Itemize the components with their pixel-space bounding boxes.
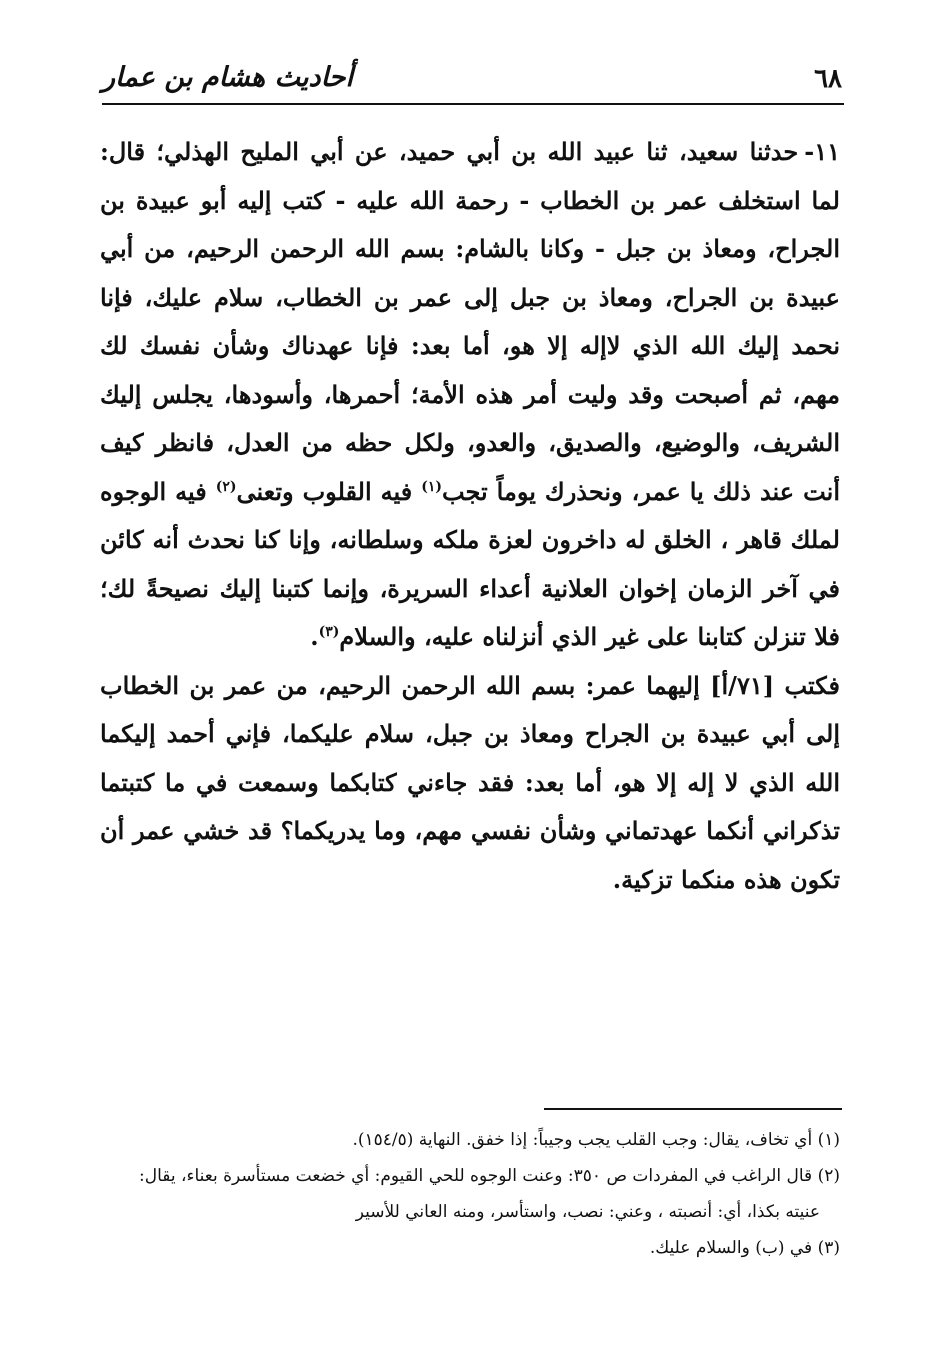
hadith-paragraph bbox=[100, 128, 840, 662]
reply-paragraph: فكتب [٧١/أ] إليهما عمر: بسم الله الرحمن الرحيم، من عمر بن الخطاب إلى أبي عبيدة بن الجراح ومعاذ بن جبل، سلام عليكما، فإني أحمد إليكما الله الذي لا إله إلا هو، أما بعد: فقد جاءني كتابكما وسمعت في ما كتبتما تذكراني أنكما عهدتماني وشأن نفسي مهم، وما يدريكما؟ قد خشي عمر أن تكون هذه منكما تزكية. bbox=[100, 670, 840, 894]
paragraph-text-c: فيه الوجوه لملك قاهر ، الخلق له داخرون لعزة ملكه وسلطانه، وإنا كنا نحدث أنه كائن في آخر الزمان إخوان العلانية أعداء السريرة، وإنما كتبنا إليك نصيحةً لك؛ فلا تنزلن كتابنا على غير الذي أنزلناه عليه، والسلام bbox=[100, 476, 840, 651]
footnote-ref-1: (١) bbox=[421, 478, 442, 495]
footnote-ref-3: (٣) bbox=[318, 624, 340, 640]
page-number: ٦٨ bbox=[814, 64, 842, 94]
hadith-number: ١١- bbox=[804, 137, 840, 166]
footnotes bbox=[100, 1122, 840, 1266]
footnote-ref-2: (٢) bbox=[215, 478, 237, 495]
main-text bbox=[100, 128, 840, 904]
footnote-3: (٣) في (ب) والسلام عليك. bbox=[649, 1238, 840, 1258]
footnote-2: (٢) قال الراغب في المفردات ص ٣٥٠: وعنت الوجوه للحي القيوم: أي خضعت مستأسرة بعناء، يقال: bbox=[139, 1166, 840, 1186]
footnote-rule bbox=[544, 1108, 842, 1110]
paragraph-text: حدثنا سعيد، ثنا عبيد الله بن أبي حميد، عن أبي المليح الهذلي؛ قال: لما استخلف عمر بن الخطاب - رحمة الله عليه - كتب إليه أبو عبيدة بن الجراح، ومعاذ بن جبل - وكانا بالشام: بسم الله الرحمن الرحيم، من أبي عبيدة بن الجراح، ومعاذ بن جبل إلى عمر بن الخطاب، سلام عليك، فإنا نحمد إليك الله الذي لاإله إلا هو، أما بعد: فإنا عهدناك وشأن نفسك لك مهم، ثم أصبحت وقد وليت أمر هذه الأمة؛ أحمرها، وأسودها، يجلس إليك الشريف، والوضيع، والصديق، والعدو، ولكل حظه من العدل، فانظر كيف أنت عند ذلك يا عمر، ونحذرك يوماً تجب bbox=[100, 137, 840, 506]
paragraph-end: . bbox=[310, 622, 319, 651]
header-rule bbox=[102, 103, 844, 105]
footnote-2-continued: عنيته بكذا، أي: أنصبته ، وعني: نصب، واستأسر، ومنه العاني للأسير bbox=[355, 1202, 820, 1222]
page-header bbox=[102, 62, 842, 96]
paragraph-text-b: فيه القلوب وتعنى bbox=[236, 476, 422, 506]
footnote-1: (١) أي تخاف، يقال: وجب القلب يجب وجيباً: إذا خفق. النهاية (١٥٤/٥). bbox=[352, 1130, 840, 1150]
running-title: أحاديث هشام بن عمار bbox=[102, 62, 353, 93]
